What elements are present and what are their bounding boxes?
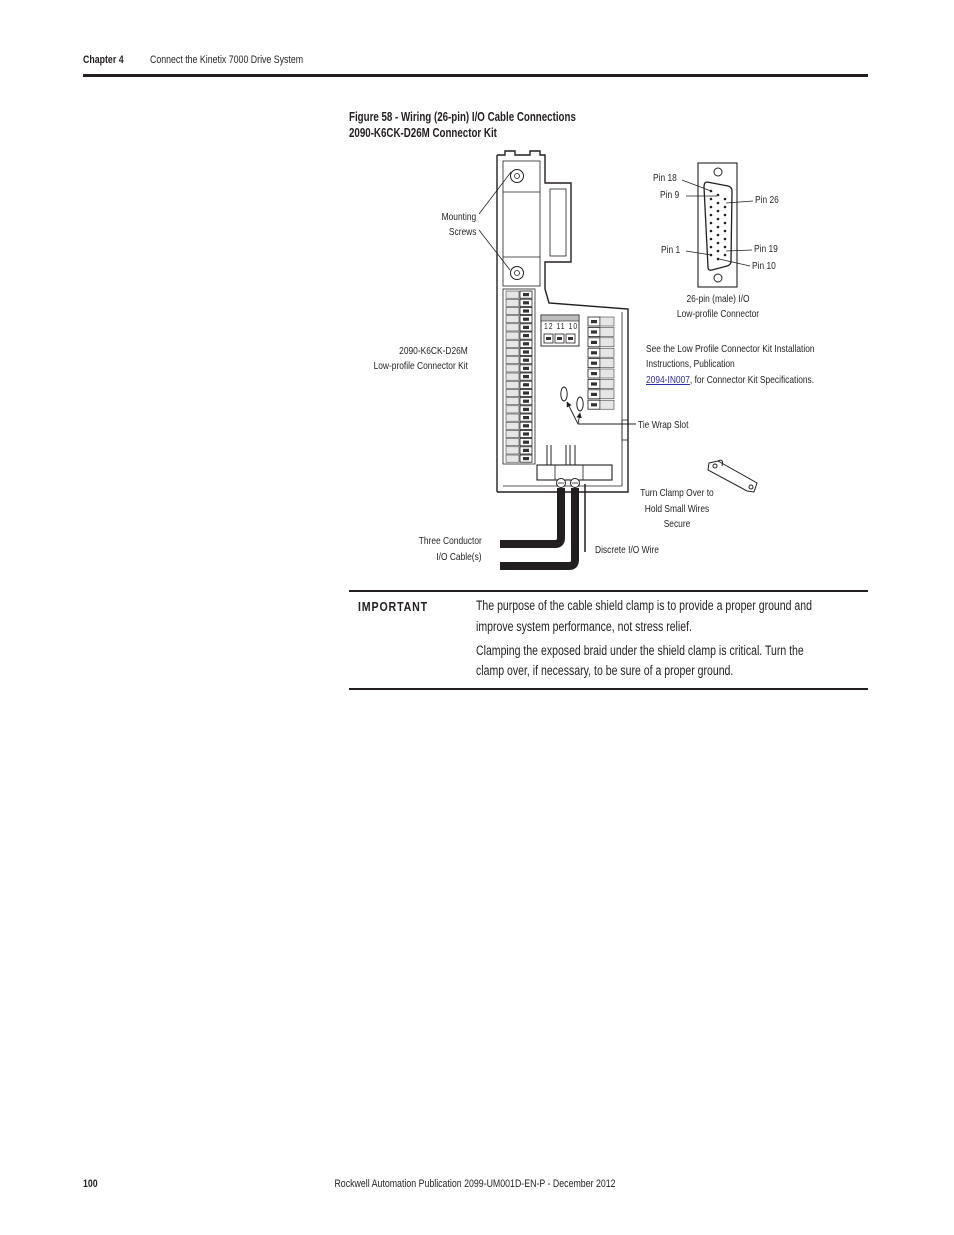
terminal-screw xyxy=(591,320,597,323)
terminal-screw xyxy=(523,359,529,362)
terminal-block-small xyxy=(544,334,575,343)
pin-leader xyxy=(719,259,750,266)
label-pin-19: Pin 19 xyxy=(754,243,778,255)
terminal-label-cell xyxy=(506,373,519,380)
connector-pin xyxy=(724,254,727,257)
terminal-screw xyxy=(523,342,529,345)
label-discrete-wire: Discrete I/O Wire xyxy=(595,544,659,556)
connector-pin xyxy=(710,206,713,209)
mounting-screw-leader xyxy=(479,230,510,270)
terminal-label-cell xyxy=(600,338,614,347)
dsub-mount-hole xyxy=(714,168,722,176)
terminal-label-cell xyxy=(506,389,519,396)
connector-pin xyxy=(710,190,713,193)
label-kit-name: Low-profile Connector Kit xyxy=(373,360,468,372)
connector-pin xyxy=(724,222,727,225)
terminal-screw xyxy=(591,382,597,385)
label-see-note-3 xyxy=(646,374,814,386)
terminal-screw xyxy=(591,330,597,333)
pin-leader xyxy=(726,201,753,203)
dsub-pin-array xyxy=(710,190,727,261)
terminal-label-cell xyxy=(600,390,614,399)
terminal-label-cell xyxy=(506,430,519,437)
connector-pin xyxy=(710,238,713,241)
terminal-screw xyxy=(523,383,529,386)
terminal-label-cell xyxy=(600,369,614,378)
terminal-screw xyxy=(557,337,562,340)
connector-pin xyxy=(717,218,720,221)
connector-pin xyxy=(724,206,727,209)
chapter-label: Chapter 4 xyxy=(83,54,124,66)
housing-side-tab xyxy=(550,189,566,256)
connector-pin xyxy=(724,238,727,241)
connector-pin xyxy=(710,230,713,233)
connector-pin xyxy=(724,230,727,233)
connector-pin xyxy=(717,210,720,213)
important-bottom-rule xyxy=(349,688,868,690)
terminal-screw xyxy=(523,457,529,460)
mounting-screw-head xyxy=(515,271,520,276)
terminal-label-cell xyxy=(600,348,614,357)
figure-caption-line2: 2090-K6CK-D26M Connector Kit xyxy=(349,126,497,140)
terminal-label-cell xyxy=(506,307,519,314)
figure-caption-line1: Figure 58 - Wiring (26-pin) I/O Cable Connections xyxy=(349,110,576,124)
label-kit-part: 2090-K6CK-D26M xyxy=(399,345,468,357)
label-pin-9: Pin 9 xyxy=(660,189,680,201)
terminal-screw xyxy=(591,393,597,396)
terminal-screw xyxy=(523,326,529,329)
terminal-label-cell xyxy=(506,348,519,355)
terminal-label-cell xyxy=(506,332,519,339)
connector-pin xyxy=(710,222,713,225)
housing-inner-frame xyxy=(503,161,540,286)
terminal-screw xyxy=(523,318,529,321)
connector-pin xyxy=(724,214,727,217)
terminal-screw xyxy=(523,408,529,411)
terminal-screw xyxy=(591,403,597,406)
label-pin-18: Pin 18 xyxy=(653,172,677,184)
terminal-label-cell xyxy=(600,379,614,388)
terminal-screw xyxy=(523,391,529,394)
housing-outline xyxy=(497,151,571,289)
tie-wrap-arrow xyxy=(578,413,580,424)
label-turn-clamp-1: Turn Clamp Over to xyxy=(640,487,714,499)
terminal-label-cell xyxy=(600,327,614,336)
terminal-screw xyxy=(523,441,529,444)
mounting-screw-head xyxy=(515,174,520,179)
terminal-strip-right xyxy=(588,317,614,409)
connector-pin xyxy=(710,214,713,217)
clamp-hole xyxy=(713,464,717,468)
connector-pin xyxy=(717,226,720,229)
terminal-screw xyxy=(523,293,529,296)
important-text-line: clamp over, if necessary, to be sure of a proper ground. xyxy=(476,663,734,678)
connector-pin xyxy=(724,246,727,249)
label-connector-1: 26-pin (male) I/O xyxy=(686,293,750,305)
terminal-label-cell xyxy=(506,406,519,413)
connector-pin xyxy=(724,198,727,201)
publication-link[interactable]: 2094-IN007 xyxy=(646,374,690,386)
terminal-label-cell xyxy=(506,381,519,388)
important-text-line: improve system performance, not stress relief. xyxy=(476,619,692,634)
terminal-label-cell xyxy=(600,359,614,368)
mounting-screw-leader xyxy=(479,172,511,214)
label-turn-clamp-3: Secure xyxy=(663,518,691,530)
terminal-label-cell xyxy=(506,447,519,454)
terminal-screw xyxy=(591,351,597,354)
connector-pin xyxy=(717,234,720,237)
board-notch xyxy=(622,420,628,440)
terminal-screw xyxy=(523,432,529,435)
terminal-screw xyxy=(523,424,529,427)
terminal-label-cell xyxy=(506,398,519,405)
terminal-screw xyxy=(523,301,529,304)
terminal-label-cell xyxy=(506,291,519,298)
terminal-label-cell xyxy=(506,439,519,446)
important-label: IMPORTANT xyxy=(358,600,429,614)
terminal-strip-left xyxy=(506,291,532,462)
page-number: 100 xyxy=(83,1178,98,1190)
terminal-label-cell xyxy=(506,340,519,347)
terminal-screw xyxy=(591,362,597,365)
terminal-label-cell xyxy=(506,316,519,323)
terminal-label-cell xyxy=(506,455,519,462)
terminal-numbers: 12 11 10 xyxy=(544,322,579,331)
terminal-label-cell xyxy=(506,365,519,372)
terminal-screw xyxy=(523,449,529,452)
terminal-screw xyxy=(523,375,529,378)
important-top-rule xyxy=(349,590,868,592)
terminal-label-cell xyxy=(600,400,614,409)
label-mounting: Mounting xyxy=(441,211,476,223)
connector-pin xyxy=(717,250,720,253)
terminal-label-cell xyxy=(506,324,519,331)
important-text-line: The purpose of the cable shield clamp is to provide a proper ground and xyxy=(476,598,813,613)
connector-pin xyxy=(717,242,720,245)
publication-footer: Rockwell Automation Publication 2099-UM001D-EN-P - December 2012 xyxy=(334,1178,616,1190)
terminal-label-cell xyxy=(506,422,519,429)
pin-leader xyxy=(726,250,752,251)
terminal-label-cell xyxy=(506,299,519,306)
connector-pin xyxy=(710,254,713,257)
terminal-screw xyxy=(523,309,529,312)
label-turn-clamp-2: Hold Small Wires xyxy=(644,503,710,515)
label-pin-26: Pin 26 xyxy=(755,194,779,206)
important-text-line: Clamping the exposed braid under the shield clamp is critical. Turn the xyxy=(476,643,804,658)
label-pin-1: Pin 1 xyxy=(661,244,681,256)
terminal-block-label-strip xyxy=(541,315,579,321)
label-pin-10: Pin 10 xyxy=(752,260,776,272)
terminal-label-cell xyxy=(506,357,519,364)
terminal-screw xyxy=(523,350,529,353)
terminal-screw xyxy=(568,337,573,340)
dsub-connector xyxy=(682,163,753,287)
label-see-note-1: See the Low Profile Connector Kit Installation xyxy=(646,343,815,355)
label-connector-2: Low-profile Connector xyxy=(676,308,760,320)
shield-clamp xyxy=(537,465,612,480)
label-io-cables: I/O Cable(s) xyxy=(436,551,482,563)
label-see-note-tail: , for Connector Kit Specifications. xyxy=(689,374,815,386)
terminal-screw xyxy=(523,416,529,419)
terminal-label-cell xyxy=(506,414,519,421)
mounting-screw xyxy=(511,170,524,183)
connector-pin xyxy=(717,202,720,205)
terminal-screw xyxy=(591,341,597,344)
dsub-mount-hole xyxy=(714,274,722,282)
connector-pin xyxy=(710,198,713,201)
terminal-screw xyxy=(523,367,529,370)
io-cable xyxy=(500,488,561,544)
connector-pin xyxy=(717,194,720,197)
label-tie-wrap-slot: Tie Wrap Slot xyxy=(638,419,689,431)
mounting-screw xyxy=(511,267,524,280)
tie-wrap-slot xyxy=(577,397,583,411)
connector-pin xyxy=(717,258,720,261)
terminal-screw xyxy=(523,334,529,337)
tie-wrap-slot xyxy=(561,387,567,401)
label-screws: Screws xyxy=(448,226,476,238)
terminal-label-cell xyxy=(600,317,614,326)
terminal-screw xyxy=(546,337,551,340)
terminal-screw xyxy=(523,400,529,403)
label-three-conductor: Three Conductor xyxy=(418,535,482,547)
label-see-note-2: Instructions, Publication xyxy=(646,358,735,370)
terminal-screw xyxy=(591,372,597,375)
connector-pin xyxy=(710,246,713,249)
chapter-title: Connect the Kinetix 7000 Drive System xyxy=(150,54,304,66)
